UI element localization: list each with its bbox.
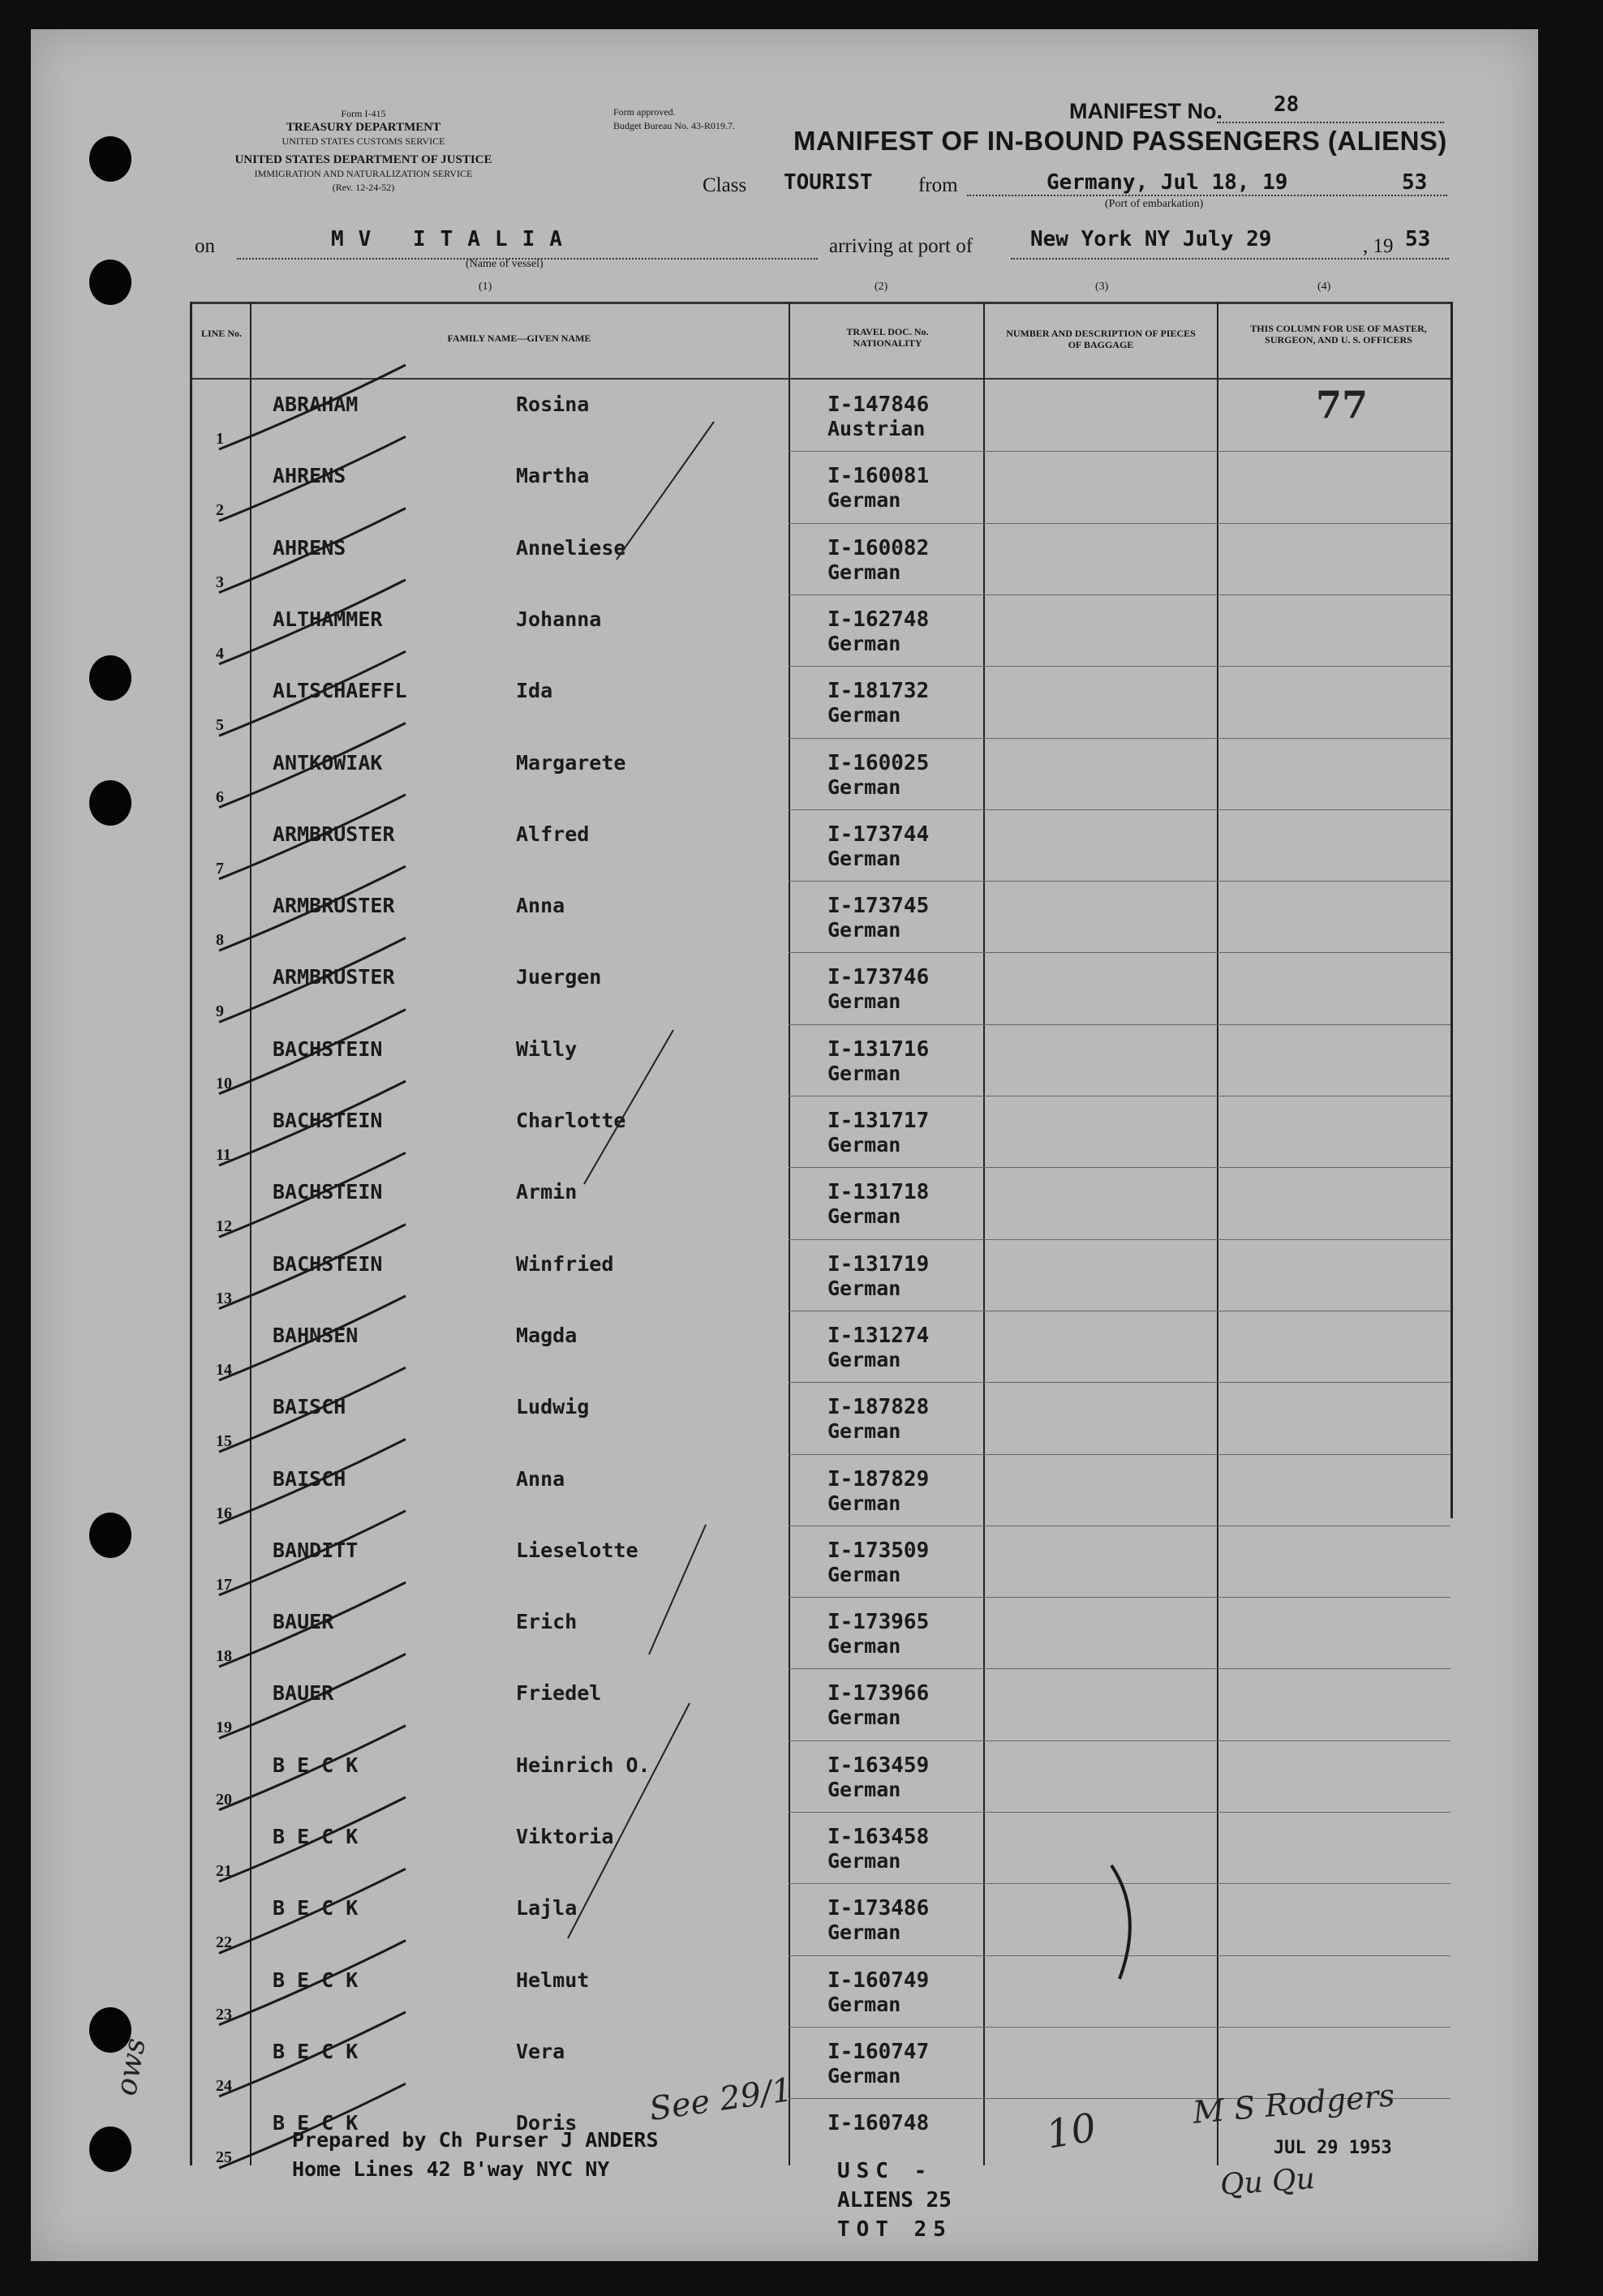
col-num-2-hdr: (2)	[875, 281, 888, 293]
line-number: 10	[216, 1074, 232, 1092]
usc-count: USC -	[837, 2159, 934, 2183]
col-header-doc: TRAVEL DOC. No. NATIONALITY	[846, 326, 929, 349]
travel-doc-number: I-131716	[827, 1036, 930, 1062]
line-number: 7	[216, 859, 224, 878]
given-name: Helmut	[516, 1968, 590, 1992]
col-header-baggage: NUMBER AND DESCRIPTION OF PIECES OF BAGGAGE	[1006, 328, 1196, 350]
family-name: B E C K	[273, 1896, 359, 1920]
check-mark	[219, 1367, 406, 1452]
given-name: Heinrich O.	[516, 1753, 651, 1777]
travel-doc-number: I-173966	[827, 1681, 930, 1706]
check-mark	[219, 2012, 406, 2096]
nationality: German	[827, 1347, 901, 1371]
company-address: Home Lines 42 B'way NYC NY	[292, 2157, 610, 2181]
on-label: on	[195, 235, 215, 257]
line-number: 21	[216, 1862, 232, 1880]
travel-doc-number: I-173509	[827, 1538, 930, 1563]
travel-doc-number: I-181732	[827, 679, 930, 704]
vessel-caption: (Name of vessel)	[466, 258, 544, 270]
travel-doc-number: I-163459	[827, 1753, 930, 1778]
line-number: 24	[216, 2076, 232, 2095]
family-name: B E C K	[273, 1825, 359, 1848]
travel-doc-number: I-147846	[827, 393, 930, 417]
given-name: Doris	[516, 2111, 578, 2135]
check-mark	[219, 1081, 406, 1165]
total-count: TOT 25	[837, 2217, 952, 2242]
family-name: ARMBRUSTER	[273, 822, 395, 846]
given-name: Johanna	[516, 607, 602, 631]
travel-doc-number: I-187829	[827, 1466, 930, 1491]
nationality: German	[827, 989, 901, 1014]
tick-stroke	[584, 1030, 673, 1184]
check-mark	[219, 1582, 406, 1667]
line-number: 11	[216, 1146, 231, 1164]
manifest-no-label: MANIFEST No.	[1069, 99, 1223, 123]
family-name: B E C K	[273, 1753, 359, 1777]
family-name: BACHSTEIN	[273, 1036, 383, 1061]
family-name: ARMBRUSTER	[273, 965, 395, 989]
given-name: Rosina	[516, 393, 590, 416]
travel-doc-number: I-160081	[827, 464, 930, 489]
family-name: BACHSTEIN	[273, 1180, 383, 1204]
family-name: BAHNSEN	[273, 1323, 359, 1347]
nationality: German	[827, 1992, 901, 2016]
line-number: 25	[216, 2148, 232, 2167]
travel-doc-number: I-173486	[827, 1896, 930, 1921]
line-number: 6	[216, 788, 224, 806]
given-name: Anna	[516, 1466, 565, 1491]
family-name: BACHSTEIN	[273, 1251, 383, 1276]
margin-note: ows	[110, 2035, 153, 2099]
check-mark	[219, 795, 406, 879]
family-name: BAUER	[273, 1681, 334, 1706]
line-number: 14	[216, 1360, 232, 1379]
nationality: German	[827, 1491, 901, 1515]
from-label: from	[918, 174, 958, 196]
given-name: Lajla	[516, 1896, 578, 1920]
travel-doc-number: I-162748	[827, 607, 930, 632]
nationality: German	[827, 846, 901, 870]
given-name: Lieselotte	[516, 1538, 638, 1562]
travel-doc-number: I-160749	[827, 1968, 930, 1993]
budget-bureau: Budget Bureau No. 43-R019.7.	[613, 120, 735, 131]
nationality: German	[827, 1061, 901, 1085]
col-num-4-hdr: (4)	[1317, 281, 1331, 293]
nationality: German	[827, 1706, 901, 1730]
line-number: 12	[216, 1217, 232, 1236]
given-name: Willy	[516, 1036, 578, 1061]
nationality: German	[827, 918, 901, 942]
count-note: 10	[1042, 2105, 1100, 2158]
given-name: Martha	[516, 464, 590, 488]
check-mark	[219, 1511, 406, 1595]
check-mark	[219, 1296, 406, 1380]
given-name: Vera	[516, 2039, 565, 2063]
line-number: 23	[216, 2005, 232, 2023]
vessel-name: MV ITALIA	[331, 227, 577, 251]
port-embark-caption: (Port of embarkation)	[1105, 198, 1204, 210]
family-name: B E C K	[273, 2111, 359, 2135]
nationality: German	[827, 488, 901, 513]
family-name: BAISCH	[273, 1466, 346, 1491]
travel-doc-number: I-131274	[827, 1323, 930, 1348]
col-num-3-hdr: (3)	[1095, 281, 1109, 293]
family-name: BANDITT	[273, 1538, 359, 1562]
col-header-line: LINE No.	[200, 328, 242, 339]
check-mark	[219, 509, 406, 593]
line-number: 5	[216, 716, 224, 735]
treasury-dept: TREASURY DEPARTMENT	[286, 121, 441, 134]
nationality: German	[827, 1562, 901, 1586]
line-number: 22	[216, 1933, 232, 1952]
check-mark	[219, 938, 406, 1022]
check-mark	[219, 2084, 406, 2168]
travel-doc-number: I-160747	[827, 2039, 930, 2064]
given-name: Margarete	[516, 750, 626, 775]
family-name: AHRENS	[273, 535, 346, 560]
customs-service: UNITED STATES CUSTOMS SERVICE	[281, 135, 445, 147]
check-mark	[219, 651, 406, 736]
check-mark	[219, 1726, 406, 1810]
check-mark	[219, 580, 406, 664]
nationality: German	[827, 775, 901, 799]
nationality: German	[827, 2063, 901, 2088]
travel-doc-number: I-131718	[827, 1180, 930, 1205]
given-name: Juergen	[516, 965, 602, 989]
family-name: ARMBRUSTER	[273, 894, 395, 918]
nationality: German	[827, 560, 901, 584]
line-number: 3	[216, 573, 224, 591]
family-name: AHRENS	[273, 464, 346, 488]
given-name: Anneliese	[516, 535, 626, 560]
arriving-label: arriving at port of	[829, 235, 973, 257]
travel-doc-number: I-160025	[827, 750, 930, 775]
nationality: German	[827, 1777, 901, 1801]
nationality: German	[827, 1849, 901, 1873]
check-mark	[219, 1225, 406, 1309]
family-name: ALTHAMMER	[273, 607, 383, 631]
given-name: Anna	[516, 894, 565, 918]
immigration-service: IMMIGRATION AND NATURALIZATION SERVICE	[254, 168, 473, 179]
check-mark	[219, 365, 406, 449]
family-name: BAISCH	[273, 1395, 346, 1419]
check-mark	[219, 1152, 406, 1237]
check-mark	[219, 1654, 406, 1738]
given-name: Winfried	[516, 1251, 614, 1276]
check-mark	[219, 1010, 406, 1094]
nationality: German	[827, 1634, 901, 1659]
nationality: Austrian	[827, 417, 926, 440]
travel-doc-number: I-173745	[827, 894, 930, 919]
family-name: B E C K	[273, 2039, 359, 2063]
justice-dept: UNITED STATES DEPARTMENT OF JUSTICE	[234, 153, 492, 166]
tick-stroke	[617, 422, 714, 560]
check-mark	[219, 436, 406, 521]
line-number: 4	[216, 644, 224, 663]
travel-doc-number: I-173965	[827, 1610, 930, 1635]
nationality: German	[827, 1419, 901, 1444]
given-name: Alfred	[516, 822, 590, 846]
travel-doc-number: I-160082	[827, 535, 930, 560]
nationality: German	[827, 1133, 901, 1157]
check-mark	[219, 866, 406, 951]
travel-doc-number: I-187828	[827, 1395, 930, 1420]
given-name: Charlotte	[516, 1109, 626, 1132]
line-number: 18	[216, 1647, 232, 1666]
line-number: 15	[216, 1432, 232, 1451]
given-name: Friedel	[516, 1681, 602, 1706]
line-number: 1	[216, 430, 224, 448]
manifest-number: 28	[1274, 92, 1300, 117]
given-name: Erich	[516, 1610, 578, 1634]
officer-signature: M S Rodgers	[1191, 2077, 1396, 2131]
aliens-count: ALIENS 25	[837, 2188, 952, 2212]
nationality: German	[827, 1204, 901, 1229]
given-name: Viktoria	[516, 1825, 614, 1848]
family-name: BACHSTEIN	[273, 1109, 383, 1132]
col-header-officers: THIS COLUMN FOR USE OF MASTER, SURGEON, AND U. S. OFFICERS	[1250, 323, 1427, 345]
officer-count-note: 77	[1316, 383, 1369, 427]
travel-doc-number: I-131717	[827, 1109, 930, 1133]
nationality: German	[827, 1276, 901, 1300]
family-name: ANTKOWIAK	[273, 750, 383, 775]
see-note: See 29/1	[647, 2071, 795, 2129]
bracket-mark	[1111, 1865, 1130, 1979]
travel-doc-number: I-173746	[827, 965, 930, 990]
arrival-19: , 19	[1363, 235, 1394, 257]
travel-doc-number: I-131719	[827, 1251, 930, 1277]
travel-doc-number: I-163458	[827, 1825, 930, 1849]
line-number: 16	[216, 1504, 232, 1522]
class-value: TOURIST	[784, 170, 873, 195]
line-number: 9	[216, 1002, 224, 1021]
line-number: 13	[216, 1289, 232, 1307]
line-number: 2	[216, 501, 224, 520]
prepared-by: Prepared by Ch Purser J ANDERS	[292, 2128, 659, 2152]
col-header-name: FAMILY NAME—GIVEN NAME	[447, 333, 591, 344]
form-revision: (Rev. 12-24-52)	[332, 182, 395, 193]
check-mark	[219, 1941, 406, 2025]
line-number: 19	[216, 1719, 232, 1737]
check-mark	[219, 1869, 406, 1953]
family-name: ALTSCHAEFFL	[273, 679, 407, 703]
arrival-stamp: JUL 29 1953	[1274, 2138, 1392, 2158]
form-approved: Form approved.	[613, 106, 676, 118]
nationality: German	[827, 703, 901, 727]
tick-stroke	[568, 1703, 690, 1938]
check-mark	[219, 1797, 406, 1882]
arrival-port-date: New York NY July 29	[1030, 227, 1272, 251]
class-label: Class	[703, 174, 747, 196]
given-name: Ludwig	[516, 1395, 590, 1419]
tick-stroke	[649, 1525, 706, 1654]
form-number: Form I-415	[341, 108, 386, 119]
from-year: 53	[1402, 170, 1428, 195]
family-name: BAUER	[273, 1610, 334, 1634]
given-name: Ida	[516, 679, 553, 703]
arrival-year: 53	[1405, 227, 1431, 251]
check-mark	[219, 723, 406, 808]
family-name: B E C K	[273, 1968, 359, 1992]
nationality: German	[827, 631, 901, 655]
nationality: German	[827, 1920, 901, 1945]
check-mark	[219, 1440, 406, 1524]
col-num-1-hdr: (1)	[479, 281, 492, 293]
given-name: Armin	[516, 1180, 578, 1204]
page-title: MANIFEST OF IN-BOUND PASSENGERS (ALIENS)	[793, 126, 1447, 156]
line-number: 8	[216, 931, 224, 950]
line-number: 20	[216, 1790, 232, 1809]
given-name: Magda	[516, 1323, 578, 1347]
family-name: ABRAHAM	[273, 393, 359, 416]
officer-initials: Qu Qu	[1218, 2161, 1317, 2203]
travel-doc-number: I-160748	[827, 2111, 930, 2136]
from-value: Germany, Jul 18, 19	[1046, 170, 1288, 195]
travel-doc-number: I-173744	[827, 822, 930, 847]
line-number: 17	[216, 1575, 232, 1594]
